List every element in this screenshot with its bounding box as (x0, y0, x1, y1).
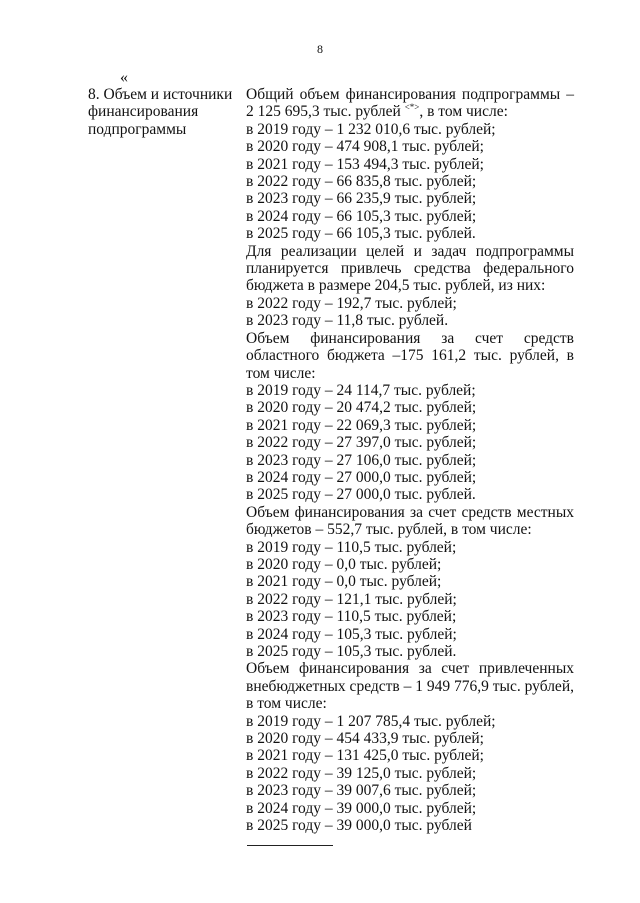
total-amount-suffix: , в том числе: (419, 103, 508, 121)
local-year-item: в 2024 году – 105,3 тыс. рублей; (246, 625, 457, 643)
extrabudgetary-intro-line: Объем финансирования за счет привлеченных (246, 660, 574, 678)
regional-year-item: в 2021 году – 22 069,3 тыс. рублей; (246, 416, 477, 434)
local-year-item: в 2023 году – 110,5 тыс. рублей; (246, 608, 457, 626)
regional-intro-line: том числе: (246, 364, 316, 382)
opening-quote: « (120, 69, 128, 86)
total-intro-line: Общий объем финансирования подпрограммы – (246, 86, 574, 103)
total-year-item: в 2025 году – 66 105,3 тыс. рублей. (246, 225, 476, 243)
extrabudgetary-intro-line: в том числе: (246, 695, 327, 713)
section-label (88, 86, 246, 834)
section-label-line: 8. Объем и источники (88, 86, 233, 103)
section-label-line: финансирования (88, 103, 199, 121)
extrabudgetary-year-item: в 2024 году – 39 000,0 тыс. рублей; (246, 799, 477, 817)
local-intro-line: бюджетов – 552,7 тыс. рублей, в том числе: (246, 521, 532, 539)
regional-intro-line: областного бюджета –175 161,2 тыс. рублей, в (246, 347, 574, 365)
total-year-item: в 2021 году – 153 494,3 тыс. рублей; (246, 155, 484, 173)
regional-year-item: в 2025 году – 27 000,0 тыс. рублей. (246, 486, 476, 504)
financing-table-row (88, 86, 574, 834)
section-content (246, 86, 574, 834)
total-year-item: в 2020 году – 474 908,1 тыс. рублей; (246, 138, 484, 156)
extrabudgetary-intro-line: внебюджетных средств – 1 949 776,9 тыс. рублей, (246, 677, 574, 695)
total-year-item: в 2019 году – 1 232 010,6 тыс. рублей; (246, 120, 496, 138)
total-year-item: в 2022 году – 66 835,8 тыс. рублей; (246, 173, 477, 191)
total-amount: 2 125 695,3 тыс. рублей (246, 103, 405, 121)
total-year-item: в 2024 году – 66 105,3 тыс. рублей; (246, 207, 477, 225)
federal-year-item: в 2023 году – 11,8 тыс. рублей. (246, 312, 449, 330)
regional-year-item: в 2024 году – 27 000,0 тыс. рублей; (246, 468, 477, 486)
page-number: 8 (317, 42, 323, 56)
extrabudgetary-year-item: в 2020 году – 454 433,9 тыс. рублей; (246, 730, 484, 748)
federal-intro-line: бюджета в размере 204,5 тыс. рублей, из них: (246, 277, 546, 295)
extrabudgetary-year-item: в 2021 году – 131 425,0 тыс. рублей; (246, 747, 484, 765)
regional-year-item: в 2023 году – 27 106,0 тыс. рублей; (246, 451, 477, 469)
federal-year-item: в 2022 году – 192,7 тыс. рублей; (246, 294, 457, 312)
federal-intro-line: планируется привлечь средства федерального (246, 260, 574, 278)
extrabudgetary-year-item: в 2019 году – 1 207 785,4 тыс. рублей; (246, 712, 496, 730)
extrabudgetary-year-item: в 2022 году – 39 125,0 тыс. рублей; (246, 764, 477, 782)
total-year-item: в 2023 году – 66 235,9 тыс. рублей; (246, 190, 477, 208)
local-year-item: в 2025 году – 105,3 тыс. рублей. (246, 643, 457, 660)
regional-year-item: в 2019 году – 24 114,7 тыс. рублей; (246, 381, 476, 399)
extrabudgetary-year-item: в 2025 году – 39 000,0 тыс. рублей (246, 817, 472, 835)
regional-year-item: в 2020 году – 20 474,2 тыс. рублей; (246, 399, 477, 417)
local-intro-line: Объем финансирования за счет средств местных (246, 503, 574, 521)
footnote-separator (247, 845, 333, 846)
section-label-line: подпрограммы (88, 120, 187, 138)
extrabudgetary-year-item: в 2023 году – 39 007,6 тыс. рублей; (246, 782, 477, 800)
local-year-item: в 2022 году – 121,1 тыс. рублей; (246, 590, 457, 608)
total-amount-line (246, 103, 574, 120)
local-year-item: в 2019 году – 110,5 тыс. рублей; (246, 538, 457, 556)
federal-intro-line: Для реализации целей и задач подпрограммы (246, 242, 574, 260)
regional-intro-line: Объем финансирования за счет средств (246, 329, 574, 347)
local-year-item: в 2021 году – 0,0 тыс. рублей; (246, 573, 442, 591)
regional-year-item: в 2022 году – 27 397,0 тыс. рублей; (246, 434, 477, 452)
local-year-item: в 2020 году – 0,0 тыс. рублей; (246, 555, 442, 573)
footnote-mark: <*> (404, 102, 420, 113)
